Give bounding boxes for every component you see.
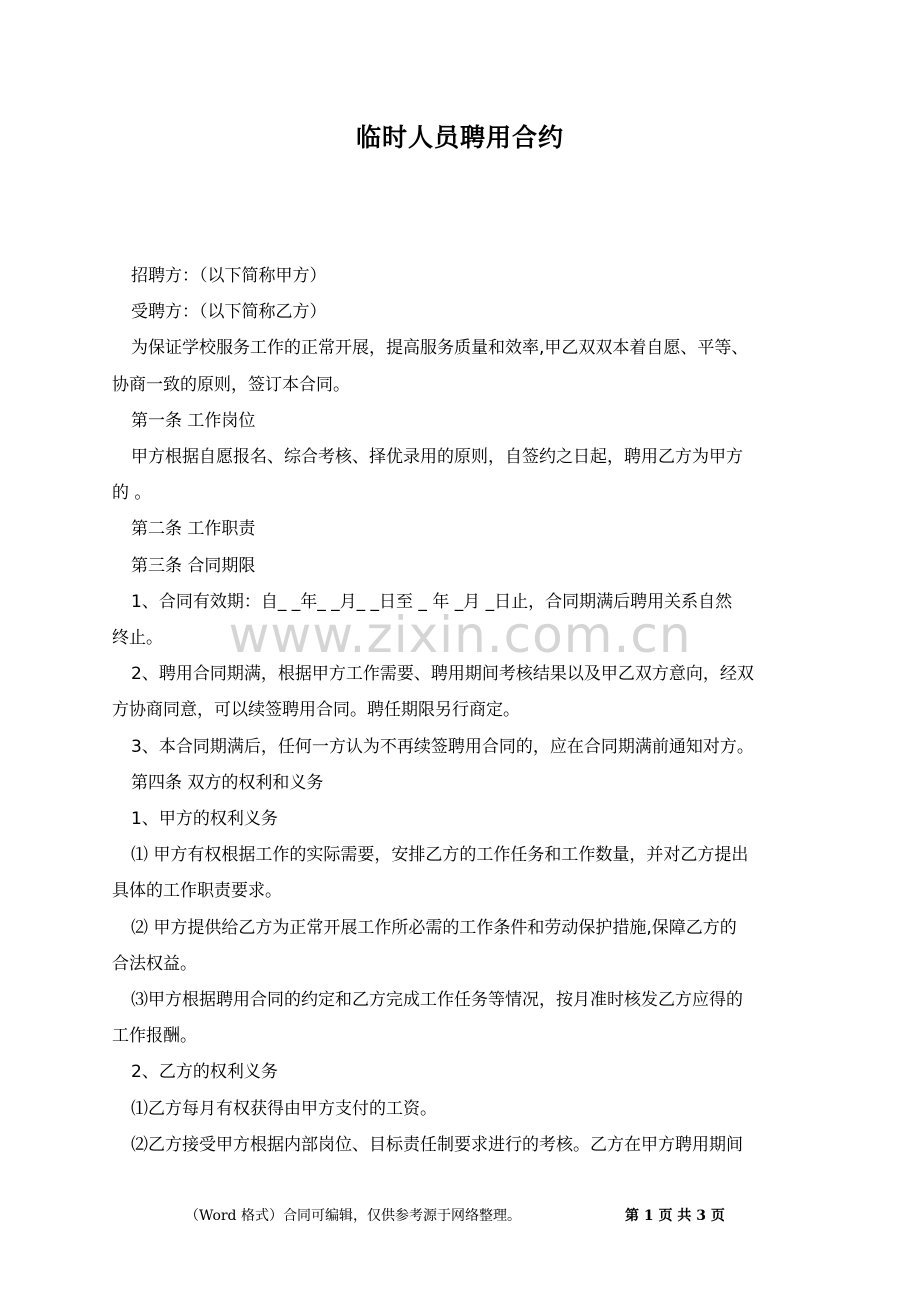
- document-line: ⑵ 甲方提供给乙方为正常开展工作所必需的工作条件和劳动保护措施,保障乙方的: [131, 917, 737, 938]
- document-line: 招聘方：（以下简称甲方）: [131, 266, 327, 286]
- document-line: ⑴ 甲方有权根据工作的实际需要，安排乙方的工作任务和工作数量，并对乙方提出: [131, 845, 749, 866]
- document-line: ⑶甲方根据聘用合同的约定和乙方完成工作任务等情况，按月准时核发乙方应得的: [131, 990, 743, 1011]
- document-line: 的 。: [112, 483, 152, 504]
- document-line: 第一条 工作岗位: [131, 410, 256, 431]
- document-line: 合法权益。: [112, 953, 197, 974]
- document-line: 1、甲方的权利义务: [131, 809, 278, 830]
- footer-note: （Word 格式）合同可编辑，仅供参考源于网络整理。: [185, 1208, 521, 1224]
- page-number: 第 1 页 共 3 页: [625, 1208, 725, 1224]
- document-line: 3、本合同期满后，任何一方认为不再续签聘用合同的，应在合同期满前通知对方。: [131, 736, 754, 757]
- document-line: 第二条 工作职责: [131, 519, 256, 540]
- document-line: 2、聘用合同期满，根据甲方工作需要、聘用期间考核结果以及甲乙双方意向，经双: [131, 664, 754, 685]
- watermark: www.zixin.com.cn: [228, 606, 692, 664]
- document-body: [112, 258, 812, 1163]
- document-line: 协商一致的原则，签订本合同。: [112, 374, 350, 395]
- document-line: 终止。: [112, 628, 163, 649]
- document-line: 为保证学校服务工作的正常开展，提高服务质量和效率,甲乙双双本着自愿、平等、: [131, 338, 749, 359]
- document-line: 方协商同意，可以续签聘用合同。聘任期限另行商定。: [112, 700, 520, 721]
- document-line: 工作报酬。: [112, 1026, 197, 1047]
- document-line: 甲方根据自愿报名、综合考核、择优录用的原则，自签约之日起，聘用乙方为甲方: [131, 447, 743, 468]
- document-line: 具体的工作职责要求。: [112, 881, 282, 902]
- document-line: 2、乙方的权利义务: [131, 1062, 278, 1083]
- document-line: 第三条 合同期限: [131, 555, 256, 576]
- document-line: 第四条 双方的权利和义务: [131, 772, 324, 793]
- document-line: 受聘方：（以下简称乙方）: [131, 302, 327, 323]
- document-line: ⑴乙方每月有权获得由甲方支付的工资。: [131, 1098, 437, 1119]
- document-title: 临时人员聘用合约: [355, 123, 564, 152]
- document-line: ⑵乙方接受甲方根据内部岗位、目标责任制要求进行的考核。乙方在甲方聘用期间: [131, 1134, 743, 1155]
- document-line: 1、合同有效期：自_ _年_ _月_ _日至 _ 年 _月 _日止，合同期满后聘用关系自然: [131, 591, 733, 612]
